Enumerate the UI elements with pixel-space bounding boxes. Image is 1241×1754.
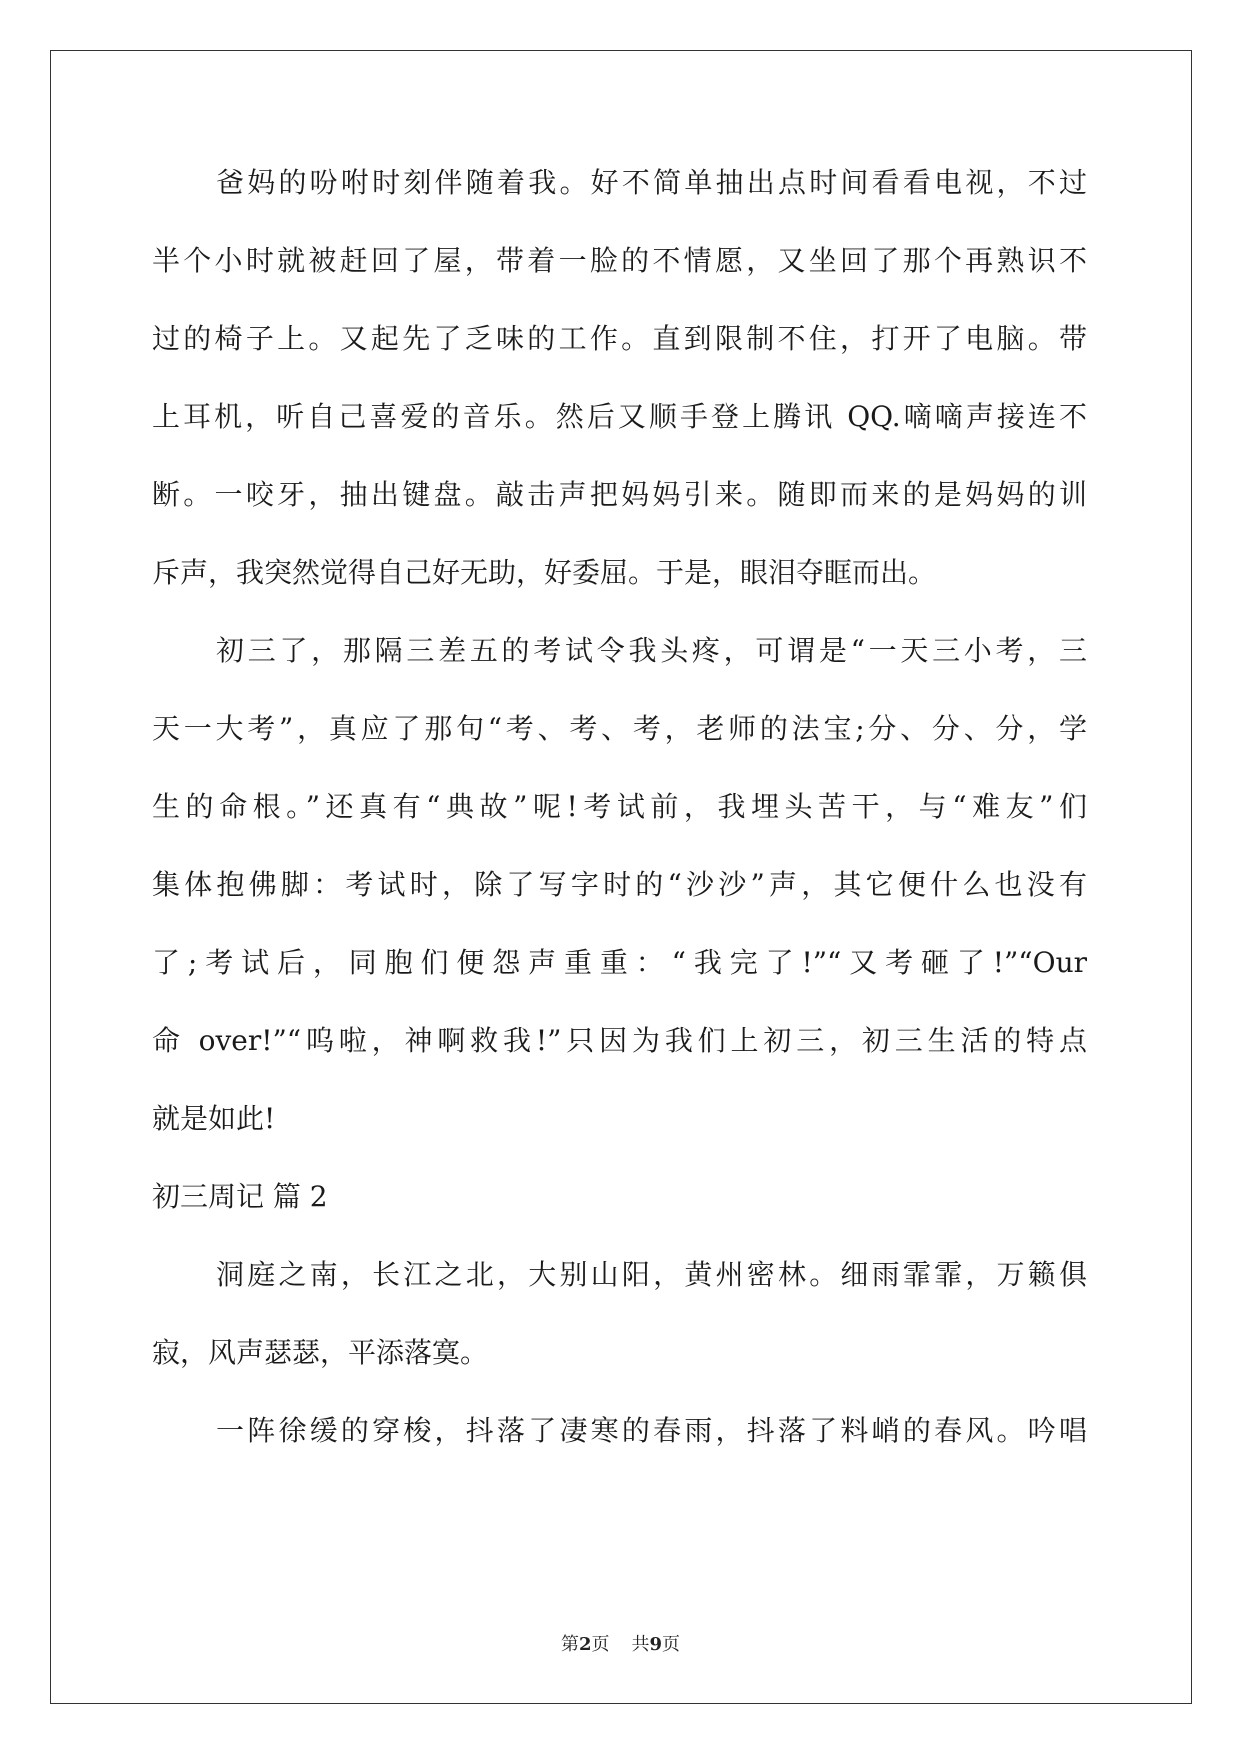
paragraph-line: 一阵徐缓的穿梭，抖落了凄寒的春雨，抖落了料峭的春风。吟唱 (216, 1414, 1087, 1447)
page-total-number: 9 (649, 1634, 663, 1655)
page-label-pre: 第 (560, 1634, 579, 1655)
paragraph-line: 集体抱佛脚：考试时，除了写字时的“沙沙”声，其它便什么也没有 (152, 868, 1087, 901)
section-heading: 初三周记 篇 2 (152, 1180, 328, 1213)
paragraph-line: 初三了，那隔三差五的考试令我头疼，可谓是“一天三小考，三 (216, 634, 1087, 667)
paragraph-line: 过的椅子上。又起先了乏味的工作。直到限制不住，打开了电脑。带 (152, 322, 1087, 355)
paragraph-line: 半个小时就被赶回了屋，带着一脸的不情愿，又坐回了那个再熟识不 (152, 244, 1087, 277)
total-label-pre: 共 (631, 1634, 650, 1655)
total-label-post: 页 (662, 1634, 681, 1655)
paragraph-line: 上耳机，听自己喜爱的音乐。然后又顺手登上腾讯 QQ.嘀嘀声接连不 (152, 400, 1087, 433)
paragraph-line: 斥声，我突然觉得自己好无助，好委屈。于是，眼泪夺眶而出。 (152, 556, 937, 589)
paragraph-line: 命 over!”“呜啦，神啊救我!”只因为我们上初三，初三生活的特点 (152, 1024, 1087, 1057)
paragraph-line: 爸妈的吩咐时刻伴随着我。好不简单抽出点时间看看电视，不过 (216, 166, 1087, 199)
paragraph-line: 生的命根。”还真有“典故”呢!考试前，我埋头苦干，与“难友”们 (152, 790, 1087, 823)
paragraph-line: 寂，风声瑟瑟，平添落寞。 (152, 1336, 489, 1369)
page-footer (0, 1630, 1241, 1656)
document-body (152, 163, 1087, 1489)
paragraph-line: 天一大考”，真应了那句“考、考、考，老师的法宝;分、分、分，学 (152, 712, 1087, 745)
paragraph-line: 了;考试后，同胞们便怨声重重：“我完了!”“又考砸了!”“Our (152, 946, 1087, 979)
paragraph-line: 就是如此! (152, 1102, 276, 1135)
page-current-number: 2 (578, 1634, 592, 1655)
page-label-mid: 页 (591, 1634, 610, 1655)
paragraph-line: 洞庭之南，长江之北，大别山阳，黄州密林。细雨霏霏，万籁俱 (216, 1258, 1087, 1291)
paragraph-line: 断。一咬牙，抽出键盘。敲击声把妈妈引来。随即而来的是妈妈的训 (152, 478, 1087, 511)
